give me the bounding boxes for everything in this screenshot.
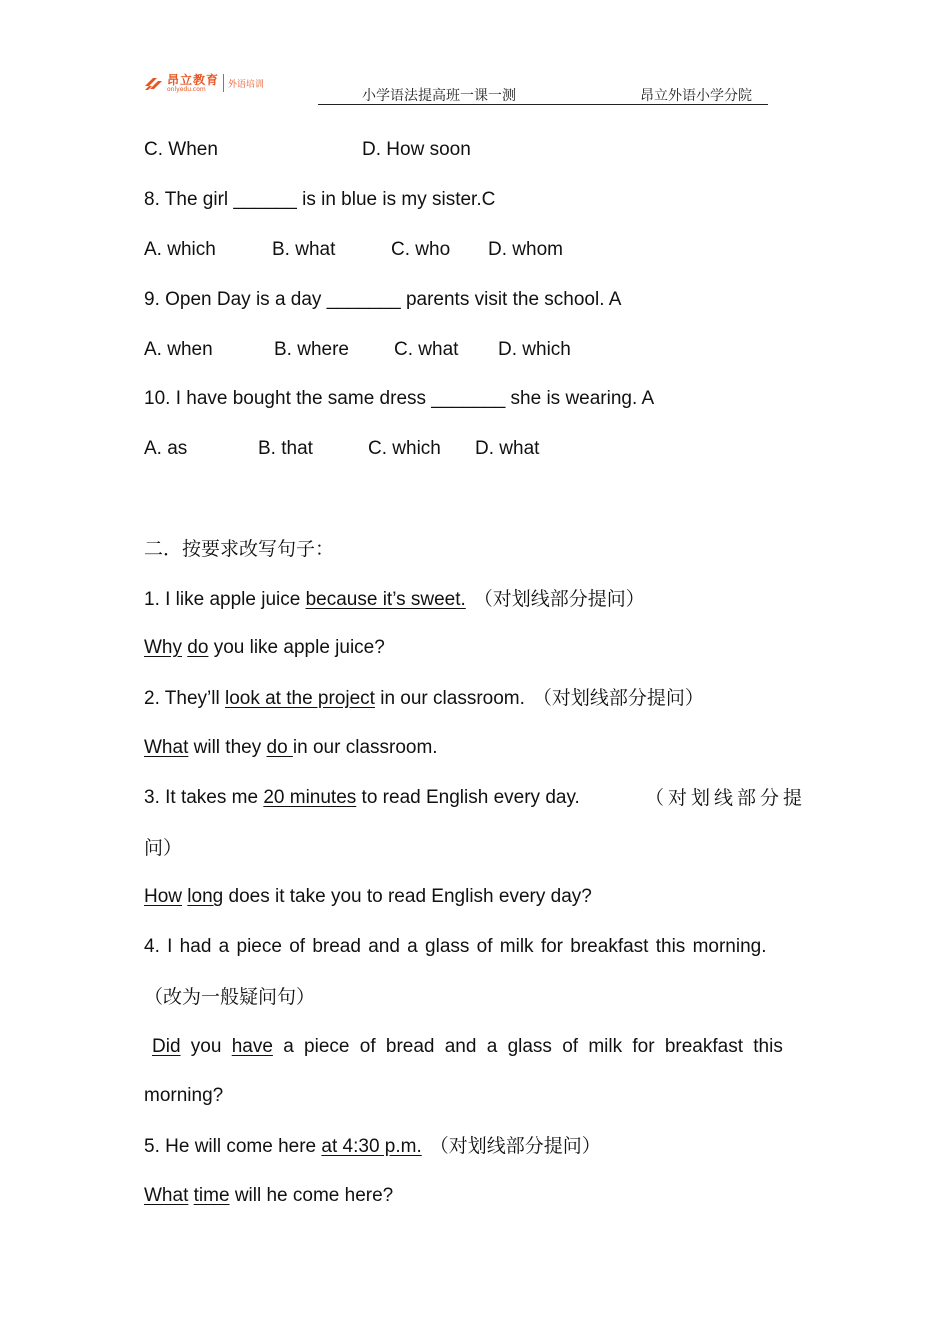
q9-stem: 9. Open Day is a day _______ parents visit the school. A (144, 289, 622, 310)
rewrite-item-1 (144, 587, 645, 612)
answer-4-text-mid: you (180, 1036, 232, 1057)
q7-option-c: C. When (144, 139, 218, 160)
q8-stem: 8. The girl ______ is in blue is my sister.C (144, 189, 496, 210)
rewrite-item-3 (144, 786, 806, 810)
item-1-instruction: （对划线部分提问） (473, 588, 645, 610)
school-name: 昂立外语小学分院 (640, 88, 752, 104)
item-3-instruction-cont: 问） (144, 837, 183, 859)
rewrite-answer-4-cont: morning? (144, 1085, 224, 1106)
answer-4-word-1: Did (152, 1036, 181, 1057)
rewrite-item-4: 4. I had a piece of bread and a glass of milk for breakfast this morning. (144, 936, 767, 957)
item-5-underlined: at 4:30 p.m. (321, 1136, 422, 1157)
answer-3-word-1: How (144, 886, 183, 907)
section-2-title: 二．按要求改写句子： (144, 538, 335, 560)
answer-2-word-2: do (266, 737, 293, 758)
q10-stem: 10. I have bought the same dress _______ she is wearing. A (144, 388, 655, 409)
rewrite-answer-5 (144, 1184, 393, 1208)
q8-options (144, 238, 563, 262)
rewrite-item-5 (144, 1134, 601, 1159)
q10-option-b: B. that (258, 438, 313, 459)
q8-option-c: C. who (391, 239, 451, 260)
item-1-text: 1. I like apple juice (144, 589, 306, 610)
item-2-underlined: look at the project (224, 688, 375, 709)
rewrite-item-2 (144, 686, 704, 711)
answer-5-word-2: time (193, 1185, 230, 1206)
answer-1-word-2: do (187, 637, 209, 658)
q8-option-d: D. whom (488, 239, 563, 260)
brand-logo-icon (143, 72, 165, 94)
q10-option-a: A. as (144, 438, 188, 459)
logo-domain: onlyedu.com (167, 85, 206, 93)
q10-options (144, 437, 540, 461)
answer-1-text: you like apple juice? (208, 637, 385, 658)
q9-option-a: A. when (144, 339, 213, 360)
answer-5-text: will he come here? (229, 1185, 394, 1206)
rewrite-answer-4 (152, 1035, 783, 1059)
q9-option-d: D. which (498, 339, 571, 360)
answer-1-word-1: Why (144, 637, 182, 658)
q7-option-d: D. How soon (362, 139, 471, 160)
q8-option-a: A. which (144, 239, 216, 260)
answer-2-word-1: What (144, 737, 189, 758)
item-3-text: 3. It takes me (144, 787, 264, 808)
q9-option-b: B. where (274, 339, 349, 360)
item-2-instruction: （对划线部分提问） (532, 687, 704, 709)
answer-5-word-1: What (144, 1185, 189, 1206)
logo-subtitle: 外语培训 (228, 79, 265, 90)
item-2-text-post: in our classroom. (374, 688, 525, 709)
page-header (318, 88, 768, 105)
logo-divider (223, 74, 224, 92)
item-2-text: 2. They’ll (144, 688, 225, 709)
q10-option-d: D. what (475, 438, 540, 459)
q10-option-c: C. which (368, 438, 441, 459)
q7-options (144, 138, 471, 162)
item-5-text: 5. He will come here (144, 1136, 322, 1157)
item-3-underlined: 20 minutes (263, 787, 357, 808)
answer-4-text: a piece of bread and a glass of milk for breakfast this (272, 1036, 783, 1057)
answer-3-word-2: long (187, 886, 224, 907)
item-5-instruction: （对划线部分提问） (429, 1135, 601, 1157)
doc-title: 小学语法提高班一课一测 (362, 88, 516, 104)
q9-options (144, 338, 571, 362)
q9-option-c: C. what (394, 339, 459, 360)
answer-4-word-2: have (231, 1036, 273, 1057)
answer-3-text: does it take you to read English every day? (223, 886, 592, 907)
q8-option-b: B. what (272, 239, 336, 260)
rewrite-answer-1 (144, 636, 385, 660)
answer-2-text: in our classroom. (292, 737, 438, 758)
item-3-text-post: to read English every day. (356, 787, 580, 808)
item-1-underlined: because it’s sweet. (305, 589, 466, 610)
logo-chinese-name: 昂立教育 (167, 72, 220, 87)
item-3-instruction: （对划线部分提 (644, 787, 806, 809)
rewrite-answer-3 (144, 885, 592, 909)
answer-2-text-mid: will they (188, 737, 267, 758)
rewrite-answer-2 (144, 736, 438, 760)
item-4-instruction: （改为一般疑问句） (144, 986, 316, 1008)
brand-logo (143, 70, 264, 96)
